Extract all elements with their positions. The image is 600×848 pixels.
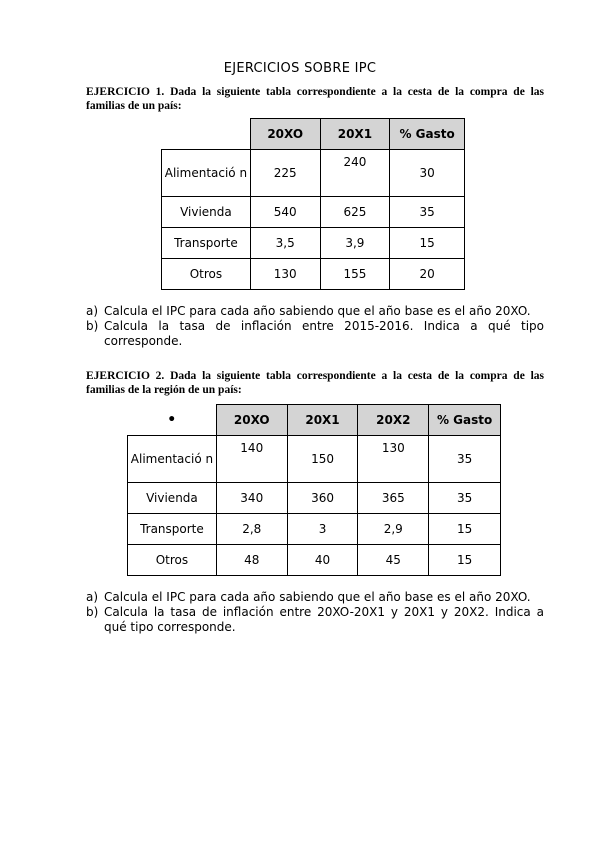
table-cell: 15 bbox=[429, 514, 501, 545]
table-cell: 540 bbox=[250, 197, 320, 228]
table-cell: 35 bbox=[390, 197, 465, 228]
table-cell: 3,5 bbox=[250, 228, 320, 259]
table-cell: 240 bbox=[320, 150, 390, 197]
table-cell: 35 bbox=[429, 483, 501, 514]
column-header: 20X1 bbox=[320, 119, 390, 150]
list-item bbox=[86, 319, 544, 349]
table-cell: 15 bbox=[390, 228, 465, 259]
table-cell: 140 bbox=[216, 436, 287, 483]
row-label: Vivienda bbox=[162, 197, 251, 228]
table-cell: 155 bbox=[320, 259, 390, 290]
column-header: 20X1 bbox=[287, 405, 358, 436]
row-label: Otros bbox=[128, 545, 217, 576]
table-row bbox=[162, 197, 465, 228]
table-row bbox=[162, 150, 465, 197]
column-header: % Gasto bbox=[390, 119, 465, 150]
table-cell: 365 bbox=[358, 483, 429, 514]
list-item bbox=[86, 605, 544, 635]
table-cell: 3,9 bbox=[320, 228, 390, 259]
list-item bbox=[86, 590, 544, 605]
exercise-2-heading: EJERCICIO 2. Dada la siguiente tabla correspondiente a la cesta de la compra de las familias de la región de un país: bbox=[86, 370, 544, 396]
table-cell: 15 bbox=[429, 545, 501, 576]
list-marker: b) bbox=[86, 319, 99, 333]
question-text: Calcula el IPC para cada año sabiendo que el año base es el año 20XO. bbox=[104, 590, 531, 604]
exercise-2-table bbox=[127, 404, 501, 576]
column-header: 20XO bbox=[216, 405, 287, 436]
table-cell: 45 bbox=[358, 545, 429, 576]
table-cell: 625 bbox=[320, 197, 390, 228]
row-label: Transporte bbox=[128, 514, 217, 545]
table-cell: 30 bbox=[390, 150, 465, 197]
list-marker: a) bbox=[86, 590, 99, 604]
table-row bbox=[128, 436, 501, 483]
question-text: Calcula la tasa de inflación entre 20XO-20X1 y 20X1 y 20X2. Indica a qué tipo corresponde. bbox=[104, 605, 544, 634]
row-label: Otros bbox=[162, 259, 251, 290]
exercise-1-heading: EJERCICIO 1. Dada la siguiente tabla correspondiente a la cesta de la compra de las familias de un país: bbox=[86, 86, 544, 112]
table-cell: 3 bbox=[287, 514, 358, 545]
table-corner bbox=[162, 119, 251, 150]
exercise-1-table bbox=[161, 118, 465, 290]
question-text: Calcula la tasa de inflación entre 2015-2016. Indica a qué tipo corresponde. bbox=[104, 319, 544, 348]
table-cell: 20 bbox=[390, 259, 465, 290]
table-cell: 130 bbox=[358, 436, 429, 483]
table-row bbox=[128, 483, 501, 514]
table-row bbox=[162, 228, 465, 259]
table-cell: 40 bbox=[287, 545, 358, 576]
table-row bbox=[128, 545, 501, 576]
exercise-1-questions bbox=[86, 304, 544, 349]
list-item bbox=[86, 304, 544, 319]
table-corner-bullet: • bbox=[128, 405, 217, 436]
table-cell: 130 bbox=[250, 259, 320, 290]
table-cell: 48 bbox=[216, 545, 287, 576]
list-marker: b) bbox=[86, 605, 99, 619]
table-cell: 150 bbox=[287, 436, 358, 483]
column-header: 20X2 bbox=[358, 405, 429, 436]
table-cell: 2,9 bbox=[358, 514, 429, 545]
row-label: Alimentació n bbox=[128, 436, 217, 483]
exercise-2-questions bbox=[86, 590, 544, 635]
column-header: % Gasto bbox=[429, 405, 501, 436]
table-cell: 225 bbox=[250, 150, 320, 197]
row-label: Vivienda bbox=[128, 483, 217, 514]
table-cell: 340 bbox=[216, 483, 287, 514]
question-text: Calcula el IPC para cada año sabiendo que el año base es el año 20XO. bbox=[104, 304, 531, 318]
table-cell: 360 bbox=[287, 483, 358, 514]
table-cell: 35 bbox=[429, 436, 501, 483]
page-title: EJERCICIOS SOBRE IPC bbox=[223, 61, 377, 76]
column-header: 20XO bbox=[250, 119, 320, 150]
row-label: Alimentació n bbox=[162, 150, 251, 197]
list-marker: a) bbox=[86, 304, 99, 318]
table-row bbox=[162, 259, 465, 290]
row-label: Transporte bbox=[162, 228, 251, 259]
table-row bbox=[128, 514, 501, 545]
table-cell: 2,8 bbox=[216, 514, 287, 545]
